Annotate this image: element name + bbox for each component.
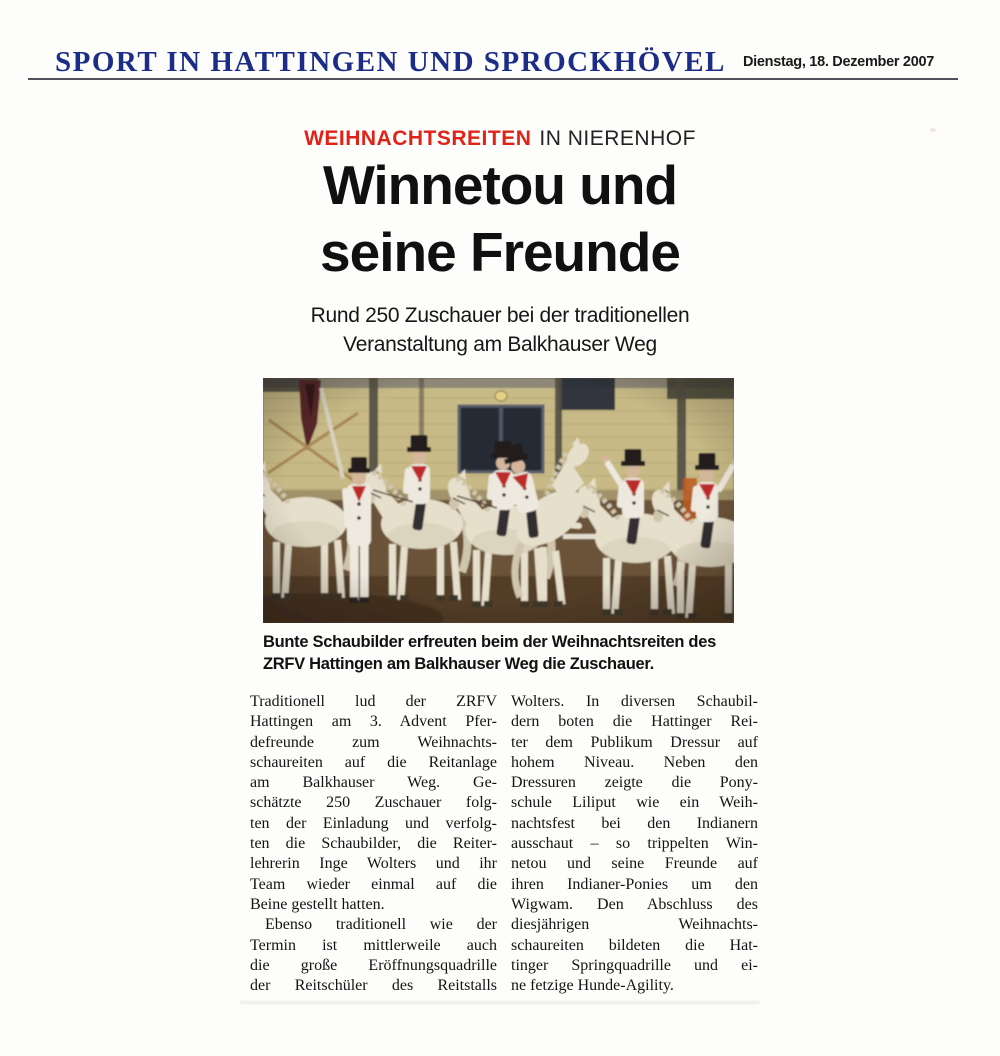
body-line: Traditionell lud der ZRFV (250, 693, 497, 710)
subhead-line2: Veranstaltung am Balkhauser Weg (343, 333, 657, 356)
body-column-2 (511, 692, 758, 996)
body-column-1 (250, 692, 497, 996)
body-line: Ebenso traditionell wie der (265, 916, 497, 934)
headline (250, 152, 750, 286)
body-line: tinger Springquadrille und ei- (511, 956, 758, 974)
body-line: ausschaut – so trippelten Win- (511, 835, 758, 853)
body-line: hohem Niveau. Neben den (511, 753, 758, 771)
body-line: Wigwam. Den Abschluss des (511, 895, 758, 913)
body-line: defreunde zum Weihnachts- (250, 733, 497, 751)
photo-illustration (263, 378, 734, 623)
caption-line2: ZRFV Hattingen am Balkhauser Weg die Zuschauer. (263, 655, 654, 673)
body-line: Dressuren zeigte die Pony- (511, 774, 758, 792)
body-line: schule Liliput wie ein Weih- (511, 794, 758, 812)
issue-date: Dienstag, 18. Dezember 2007 (743, 54, 934, 70)
body-line: ihren Indianer-Ponies um den (511, 875, 758, 893)
body-line: dern boten die Hattinger Rei- (511, 713, 758, 731)
body-line: Wolters. In diversen Schaubil- (511, 693, 758, 710)
caption-line1: Bunte Schaubilder erfreuten beim der Weihnachtsreiten des (263, 633, 716, 651)
scan-artifact (930, 128, 936, 132)
body-line: Team wieder einmal auf die (250, 875, 497, 893)
subhead (250, 301, 750, 359)
body-line: Beine gestellt hatten. (250, 895, 385, 913)
article-photo (263, 378, 734, 623)
kicker (250, 127, 750, 151)
kicker-highlight: WEIHNACHTSREITEN (304, 127, 532, 150)
body-line: am Balkhauser Weg. Ge- (250, 774, 497, 792)
section-title: SPORT IN HATTINGEN UND SPROCKHÖVEL (55, 46, 726, 78)
masthead-rule (28, 78, 958, 80)
body-line: ter dem Publikum Dressur auf (511, 733, 758, 751)
body-line: Termin ist mittlerweile auch (250, 936, 497, 954)
body-line: der Reitschüler des Reitstalls (250, 977, 497, 995)
kicker-location: IN NIERENHOF (539, 127, 696, 150)
body-line: ten die Schaubilder, die Reiter- (250, 835, 497, 853)
body-line: ten der Einladung und verfolg- (250, 814, 497, 832)
body-line: netou und seine Freunde auf (511, 855, 758, 873)
scan-artifact (240, 1001, 760, 1004)
body-line: schätzte 250 Zuschauer folg- (250, 794, 497, 812)
body-line: nachtsfest bei den Indianern (511, 814, 758, 832)
body-line: schaureiten auf die Reitanlage (250, 753, 497, 771)
subhead-line1: Rund 250 Zuschauer bei der traditionellen (310, 304, 690, 327)
body-line: Hattingen am 3. Advent Pfer- (250, 713, 497, 731)
body-line: schaureiten bildeten die Hat- (511, 936, 758, 954)
body-line: lehrerin Inge Wolters und ihr (250, 855, 497, 873)
headline-line1: Winnetou und (322, 154, 678, 216)
body-line: ne fetzige Hunde-Agility. (511, 977, 674, 995)
body-line: die große Eröffnungsquadrille (250, 956, 497, 974)
body-line: diesjährigen Weihnachts- (511, 916, 758, 934)
headline-line2: seine Freunde (320, 221, 680, 283)
photo-caption (263, 631, 743, 675)
